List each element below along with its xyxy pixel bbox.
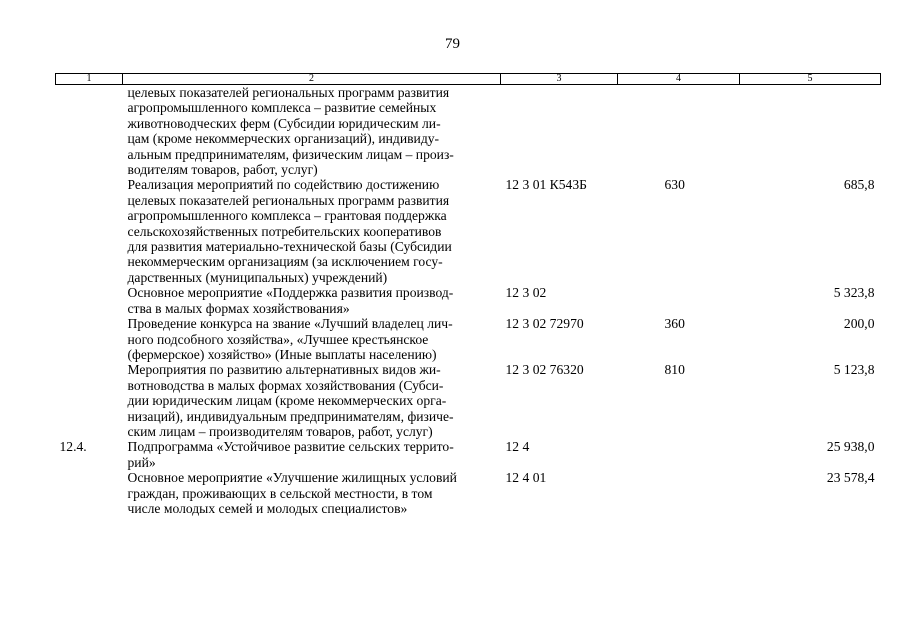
description-line: (фермерское) хозяйство» (Иные выплаты населению) xyxy=(127,346,437,362)
row-description xyxy=(123,439,501,470)
row-expense-type: 360 xyxy=(664,316,685,332)
row-amount: 685,8 xyxy=(843,177,875,193)
description-line: Проведение конкурса на звание «Лучший владелец лич- xyxy=(127,316,453,332)
description-line: животноводческих ферм (Субсидии юридическим ли- xyxy=(127,115,441,131)
description-line: низаций), индивидуальным предпринимателям, физиче- xyxy=(127,408,454,424)
table-row xyxy=(56,470,881,516)
table-row xyxy=(56,85,881,178)
budget-table xyxy=(55,73,881,516)
row-number xyxy=(56,470,123,516)
row-expense-type xyxy=(618,285,740,316)
row-description xyxy=(123,362,501,439)
row-code: 12 4 xyxy=(505,439,530,455)
description-line: альным предпринимателям, физическим лицам – произ- xyxy=(127,146,454,162)
row-number xyxy=(56,177,123,285)
description-line: Основное мероприятие «Поддержка развития производ- xyxy=(127,285,454,301)
description-line: рий» xyxy=(127,454,156,470)
row-expense-type: 630 xyxy=(664,177,685,193)
row-description xyxy=(123,85,501,178)
row-number: 12.4. xyxy=(59,439,87,455)
description-line: некоммерческим организациям (за исключением госу- xyxy=(127,254,443,270)
row-amount: 5 323,8 xyxy=(833,285,875,301)
row-code: 12 3 02 xyxy=(505,285,547,301)
description-line: сельскохозяйственных потребительских кооперативов xyxy=(127,223,442,239)
description-line: Основное мероприятие «Улучшение жилищных условий xyxy=(127,470,457,486)
row-expense-type xyxy=(618,439,740,470)
column-header-4: 4 xyxy=(618,74,740,85)
description-line: цам (кроме некоммерческих организаций), индивиду- xyxy=(127,131,440,147)
column-header-3: 3 xyxy=(501,74,618,85)
row-amount xyxy=(740,85,881,178)
description-line: дии юридическим лицам (кроме некоммерческих орга- xyxy=(127,393,447,409)
table-header xyxy=(56,74,881,85)
description-line: целевых показателей региональных программ развития xyxy=(127,85,450,100)
description-line: граждан, проживающих в сельской местности, в том xyxy=(127,485,433,501)
description-line: Мероприятия по развитию альтернативных видов жи- xyxy=(127,362,441,378)
row-description xyxy=(123,177,501,285)
table-row xyxy=(56,285,881,316)
row-number xyxy=(56,316,123,362)
column-header-5: 5 xyxy=(740,74,881,85)
description-line: дарственных (муниципальных) учреждений) xyxy=(127,269,388,285)
table-row xyxy=(56,316,881,362)
row-code: 12 3 02 72970 xyxy=(505,316,584,332)
table-row xyxy=(56,177,881,285)
description-line: ским лицам – производителям товаров, работ, услуг) xyxy=(127,423,433,439)
description-line: вотноводства в малых формах хозяйствования (Субси- xyxy=(127,377,444,393)
row-number xyxy=(56,362,123,439)
row-number xyxy=(56,85,123,178)
description-line: для развития материально-технической базы (Субсидии xyxy=(127,239,452,255)
row-description xyxy=(123,285,501,316)
description-line: целевых показателей региональных программ развития xyxy=(127,192,450,208)
row-expense-type xyxy=(618,85,740,178)
row-amount: 5 123,8 xyxy=(833,362,875,378)
page-number: 79 xyxy=(445,36,460,52)
description-line: агропромышленного комплекса – развитие семейных xyxy=(127,100,437,116)
table-row xyxy=(56,362,881,439)
description-line: ного подсобного хозяйства», «Лучшее крестьянское xyxy=(127,331,429,347)
row-expense-type xyxy=(618,470,740,516)
row-number xyxy=(56,285,123,316)
column-header-1: 1 xyxy=(56,74,123,85)
column-header-2: 2 xyxy=(123,74,501,85)
description-line: Подпрограмма «Устойчивое развитие сельских террито- xyxy=(127,439,454,455)
description-line: Реализация мероприятий по содействию достижению xyxy=(127,177,440,193)
row-code xyxy=(501,85,618,178)
table-row xyxy=(56,439,881,470)
row-expense-type: 810 xyxy=(664,362,685,378)
description-line: агропромышленного комплекса – грантовая поддержка xyxy=(127,208,447,224)
row-description xyxy=(123,470,501,516)
row-description xyxy=(123,316,501,362)
row-code: 12 3 01 К543Б xyxy=(505,177,587,193)
row-code: 12 4 01 xyxy=(505,470,547,486)
row-code: 12 3 02 76320 xyxy=(505,362,584,378)
description-line: числе молодых семей и молодых специалистов» xyxy=(127,500,408,516)
row-amount: 25 938,0 xyxy=(826,439,875,455)
description-line: водителям товаров, работ, услуг) xyxy=(127,162,318,178)
row-amount: 200,0 xyxy=(843,316,875,332)
row-amount: 23 578,4 xyxy=(826,470,875,486)
description-line: ства в малых формах хозяйствования» xyxy=(127,300,350,316)
